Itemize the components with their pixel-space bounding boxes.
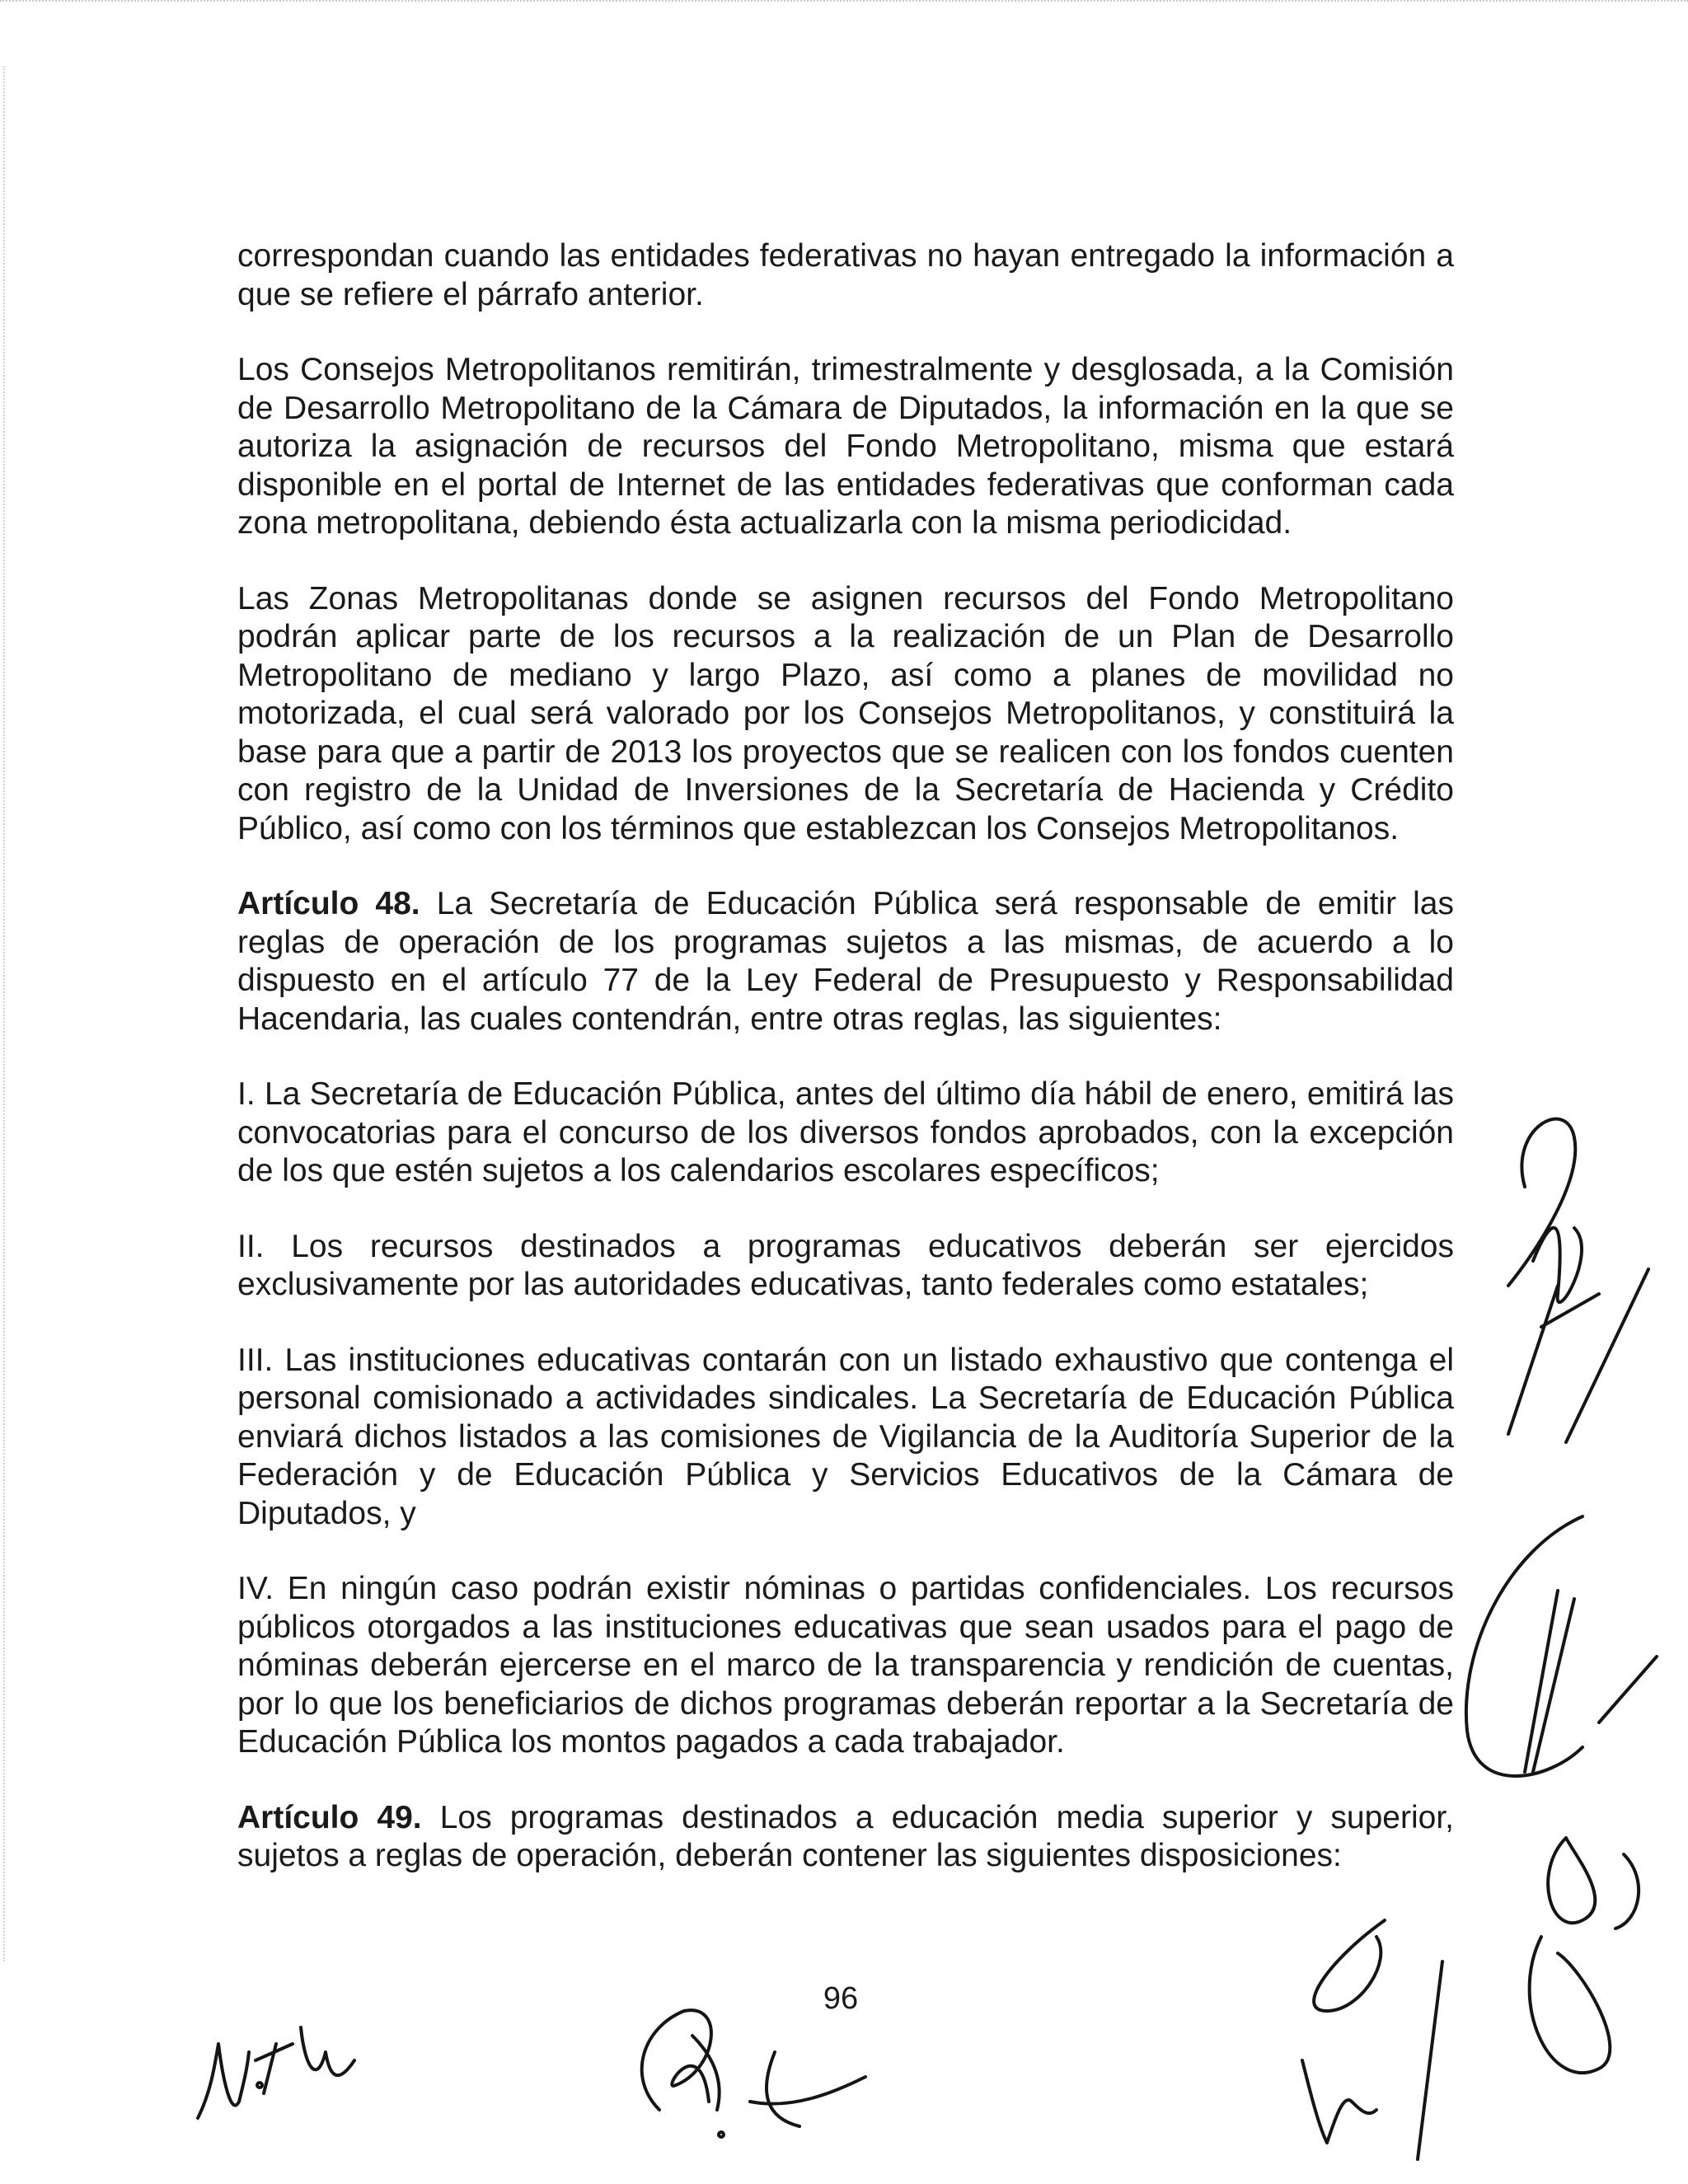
- fraction-i: [237, 1076, 1454, 1191]
- paragraph-text: Los Consejos Metropolitanos remitirán, trimestralmente y desglosada, a la Comisión de Desarrollo Metropolitano de la Cámara de Diputados, la información en la que se autoriza la asignación de recursos del Fondo Metropolitano, misma que estará disponible en el portal de Internet de las entidades federativas que conforman cada zona metropolitana, debiendo ésta actualizarla con la misma periodicidad.: [237, 352, 1454, 541]
- body-text: [237, 237, 1454, 1876]
- signature-right-margin-upper: [1475, 1080, 1665, 1492]
- fraction-iii: [237, 1342, 1454, 1534]
- paragraph-consejos-metropolitanos: [237, 351, 1454, 543]
- signature-bottom-right: [1278, 1912, 1492, 2168]
- signature-bottom-left: [173, 1994, 387, 2159]
- fraction-iii-text: III. Las instituciones educativas contarán con un listado exhaustivo que contenga el personal comisionado a actividades sindicales. La Secretaría de Educación Pública enviará dichos listados a las comisiones de Vigilancia de la Auditoría Superior de la Federación y de Educación Pública y Servicios Educativos de la Cámara de Diputados, y: [237, 1342, 1454, 1531]
- article-49-heading: Artículo 49.: [237, 1799, 422, 1835]
- paragraph-text: correspondan cuando las entidades federativas no hayan entregado la información a que se refiere el párrafo anterior.: [237, 238, 1454, 312]
- article-49-text: Los programas destinados a educación media superior y superior, sujetos a reglas de operación, deberán contener las siguientes disposiciones:: [237, 1799, 1455, 1873]
- fraction-iv: [237, 1570, 1454, 1762]
- article-48-heading: Artículo 48.: [237, 886, 420, 921]
- fraction-iv-text: IV. En ningún caso podrán existir nóminas o partidas confidenciales. Los recursos públicos otorgados a las instituciones educativas que sean usados para el pago de nóminas deberán ejercerse en el marco de la transparencia y rendición de cuentas, por lo que los beneficiarios de dichos programas deberán reportar a la Secretaría de Educación Pública los montos pagados a cada trabajador.: [237, 1571, 1454, 1760]
- article-48-text: La Secretaría de Educación Pública será responsable de emitir las reglas de operación de los programas sujetos a las mismas, de acuerdo a lo dispuesto en el artículo 77 de la Ley Federal de Presupuesto y Responsabilidad Hacendaria, las cuales contendrán, entre otras reglas, las siguientes:: [237, 886, 1454, 1037]
- fraction-i-text: I. La Secretaría de Educación Pública, antes del último día hábil de enero, emitirá las convocatorias para el concurso de los diversos fondos aprobados, con la excepción de los que estén sujetos a los calendarios escolares específicos;: [237, 1076, 1454, 1188]
- paragraph-continuation: [237, 237, 1454, 314]
- fraction-ii-text: II. Los recursos destinados a programas educativos deberán ser ejercidos exclusivamente por las autoridades educativas, tanto federales como estatales;: [237, 1228, 1454, 1302]
- scan-edge-left: [3, 66, 7, 1961]
- article-49: [237, 1799, 1454, 1876]
- signature-right-margin-lower: [1517, 1821, 1681, 2151]
- paragraph-text: Las Zonas Metropolitanas donde se asignen recursos del Fondo Metropolitano podrán aplicar parte de los recursos a la realización de un Plan de Desarrollo Metropolitano de mediano y largo Plazo, así como a planes de movilidad no motorizada, el cual será valorado por los Consejos Metropolitanos, y constituirá la base para que a partir de 2013 los proyectos que se realicen con los fondos cuenten con registro de la Unidad de Inversiones de la Secretaría de Hacienda y Crédito Público, así como con los términos que establezcan los Consejos Metropolitanos.: [237, 580, 1454, 846]
- scan-edge-top: [0, 0, 1688, 7]
- article-48: [237, 885, 1454, 1038]
- fraction-ii: [237, 1228, 1454, 1305]
- page-number: 96: [823, 1981, 859, 2016]
- paragraph-zonas-metropolitanas: [237, 580, 1454, 849]
- signature-right-margin-middle: [1434, 1500, 1673, 1830]
- signature-bottom-center: [610, 1978, 874, 2168]
